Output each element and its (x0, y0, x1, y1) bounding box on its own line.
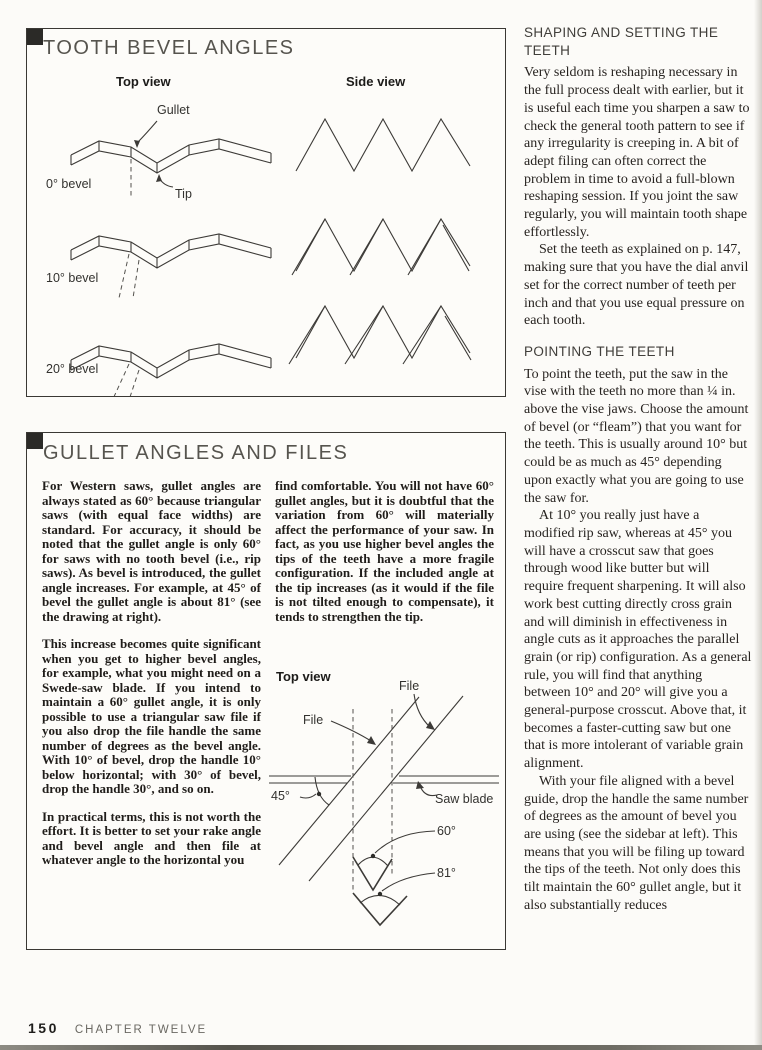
paragraph: At 10° you really just have a modified rip saw, whereas at 45° you will have a crosscut saw that goes through wood like butter but will require frequent sharpening. It will also work best cutting directly cross grain and will diminish in effectiveness in angle cuts as it approaches the parallel grain (or rip) configuration. As a general rule, you will find that anything between 10° and 20° will give you a general-purpose crosscut. Above that, it becomes a faster-cutting saw but one that is more intolerant of variable grain alignment. (524, 508, 752, 772)
sidebar-title: TOOTH BEVEL ANGLES (43, 37, 295, 59)
chapter-title: CHAPTER TWELVE (74, 1024, 208, 1036)
section-heading-shaping: SHAPING AND SETTING THE TEETH (524, 25, 719, 58)
gullet-text-column-2 (275, 479, 494, 637)
diagram-top-view-heading: Top view (276, 669, 331, 684)
file-label-top: File (399, 679, 420, 693)
paragraph: To point the teeth, put the saw in the vise with the teeth no more than ¼ in. above the vise jaws. Choose the amount of bevel (or “fleam”) that you want for the teeth. This is usually around 10° but could be as much as 45° depending upon exactly what you are going to use the saw for. (524, 366, 749, 506)
section-heading-pointing: POINTING THE TEETH (524, 343, 675, 359)
angle-45-label: 45° (271, 789, 290, 803)
bevel-20-label: 20° bevel (46, 362, 99, 376)
gullet-arrow (137, 121, 157, 143)
top-view-diagram-20-bevel (67, 316, 277, 397)
side-view-diagram-20-bevel (293, 298, 473, 368)
corner-square-ornament (26, 432, 43, 449)
bevel-0-label: 0° bevel (46, 177, 92, 191)
tooth-81 (353, 893, 407, 925)
side-view-column-heading: Side view (346, 74, 406, 89)
file-edge-1 (279, 697, 419, 865)
saw-blade-lines (269, 776, 499, 783)
page-number: 150 (28, 1020, 59, 1036)
file-angle-diagram (267, 677, 502, 949)
angle-81-label: 81° (437, 866, 456, 880)
angle-60-label: 60° (437, 824, 456, 838)
file-edge-2 (309, 696, 463, 881)
gullet-callout-label: Gullet (157, 103, 190, 117)
paragraph: Set the teeth as explained on p. 147, making sure that you have the dial anvil set for the correct number of teeth per inch and that you use equal pressure on each tooth. (524, 242, 749, 329)
gullet-text-column-1 (42, 479, 261, 881)
paragraph: For Western saws, gullet angles are always stated as 60° because triangular saws (with equal face widths) are standard. For accuracy, it should be noted that the gullet angle is only 60° for saws with no tooth bevel (i.e., rip saws). As bevel is introduced, the gullet angle increases. For example, at 45° of bevel the gullet angle is about 81° (see the drawing at right). (42, 478, 261, 624)
corner-square-ornament (26, 28, 43, 45)
top-view-diagram-10-bevel (67, 206, 277, 326)
paragraph: In practical terms, this is not worth the effort. It is better to set your rake angle and bevel angle and then file at whatever angle to the horizontal you (42, 808, 261, 867)
side-view-diagram-0-bevel (293, 111, 473, 176)
main-text-column (524, 24, 752, 914)
scan-edge-right (754, 0, 762, 1050)
paragraph: This increase becomes quite significant when you get to higher bevel angles, for example, what you might need on a Swede-saw blade. If you intend to maintain a 60° gullet angle, it is only possible to use a triangular saw file if you also drop the file handle the same number of degrees as the bevel angle. With 10° of bevel, drop the handle 10° below horizontal; with 30° of bevel, drop the handle 30°, and so on. (42, 636, 261, 796)
gullet-angles-sidebar (26, 432, 506, 950)
page-footer (28, 1020, 207, 1038)
tooth-bevel-angles-sidebar (26, 28, 506, 397)
scan-edge-bottom (0, 1045, 762, 1050)
sidebar-title: GULLET ANGLES AND FILES (43, 442, 349, 464)
bevel-10-label: 10° bevel (46, 271, 99, 285)
top-view-column-heading: Top view (116, 74, 171, 89)
paragraph: With your file aligned with a bevel guide, drop the handle the same number of degrees as the amount of bevel you are using (see the sidebar at left). This means that you will be filing up toward the tips of the teeth. Not only does this tilt maintain the 60° gullet angle, but it also substantially reduces (524, 773, 749, 913)
paragraph: find comfortable. You will not have 60° gullet angles, but it is doubtful that the variation from 60° will materially affect the performance of your saw. In fact, as you use higher bevel angles the tips of the teeth have a more fragile configuration. If the included angle at the tip increases (as it would if the file is not tilted enough to compensate), it tends to strengthen the tip. (275, 478, 494, 624)
side-view-diagram-10-bevel (293, 211, 473, 281)
tooth-60 (353, 857, 392, 890)
paragraph: Very seldom is reshaping necessary in the full process dealt with earlier, but it is useful each time you sharpen a saw to check the general tooth pattern to see if any irregularity is creeping in. A bit of adept filing can often correct the problem in time to avoid a full-blown reshaping session. If you joint the saw regularly, you will maintain tooth shape effortlessly. (524, 65, 750, 240)
saw-blade-label: Saw blade (435, 792, 494, 806)
tip-callout-label: Tip (175, 187, 192, 201)
file-label-left: File (303, 713, 324, 727)
